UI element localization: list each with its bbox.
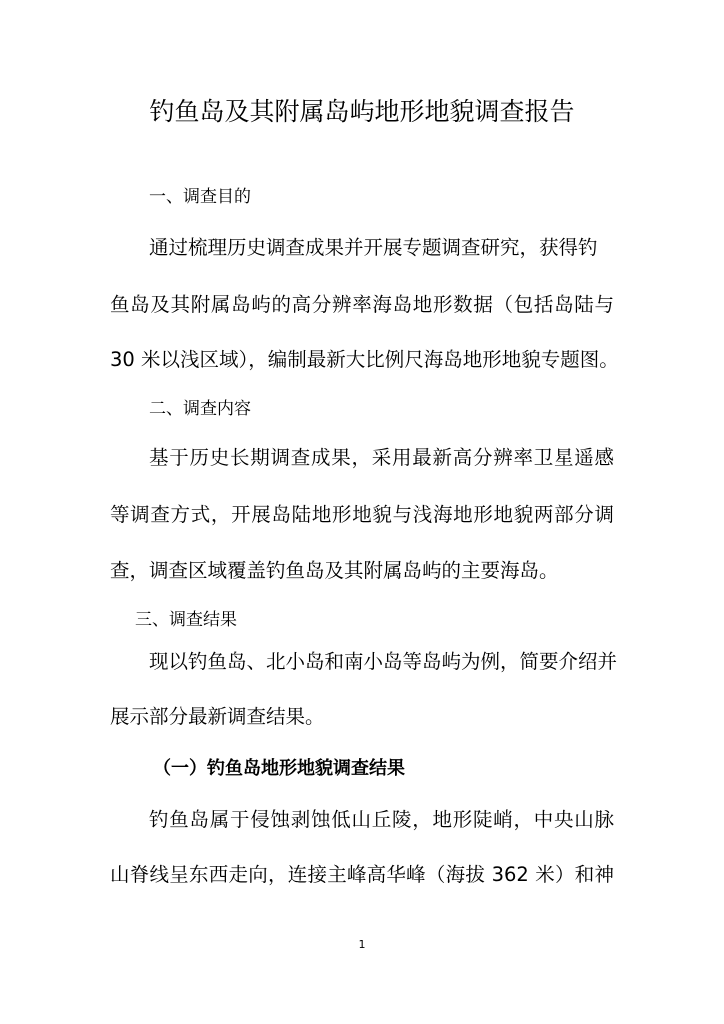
document-title: 钓鱼岛及其附属岛屿地形地貌调查报告 — [149, 97, 575, 126]
paragraph-line: 现以钓鱼岛、北小岛和南小岛等岛屿为例，简要介绍并 — [149, 650, 618, 673]
section-heading-content: 二、调查内容 — [149, 399, 251, 419]
paragraph-line: 展示部分最新调查结果。 — [110, 705, 325, 728]
paragraph-line: 查，调查区域覆盖钓鱼岛及其附属岛屿的主要海岛。 — [110, 559, 559, 582]
paragraph-line: 30 米以浅区域），编制最新大比例尺海岛地形地貌专题图。 — [110, 348, 619, 371]
page-number: 1 — [358, 938, 366, 951]
paragraph-line: 基于历史长期调查成果，采用最新高分辨率卫星遥感 — [149, 446, 614, 469]
paragraph-line: 鱼岛及其附属岛屿的高分辨率海岛地形数据（包括岛陆与 — [110, 293, 614, 316]
paragraph-line: 等调查方式，开展岛陆地形地貌与浅海地形地貌两部分调 — [110, 503, 614, 526]
paragraph-line: 钓鱼岛属于侵蚀剥蚀低山丘陵，地形陡峭，中央山脉 — [149, 808, 614, 831]
paragraph-line: 山脊线呈东西走向，连接主峰高华峰（海拔 362 米）和神 — [110, 863, 614, 886]
paragraph-line: 通过梳理历史调查成果并开展专题调查研究，获得钓 — [149, 236, 598, 259]
section-heading-results: 三、调查结果 — [135, 610, 237, 630]
section-heading-purpose: 一、调查目的 — [149, 187, 251, 207]
subsection-heading-diaoyu: （一）钓鱼岛地形地貌调查结果 — [153, 758, 405, 779]
